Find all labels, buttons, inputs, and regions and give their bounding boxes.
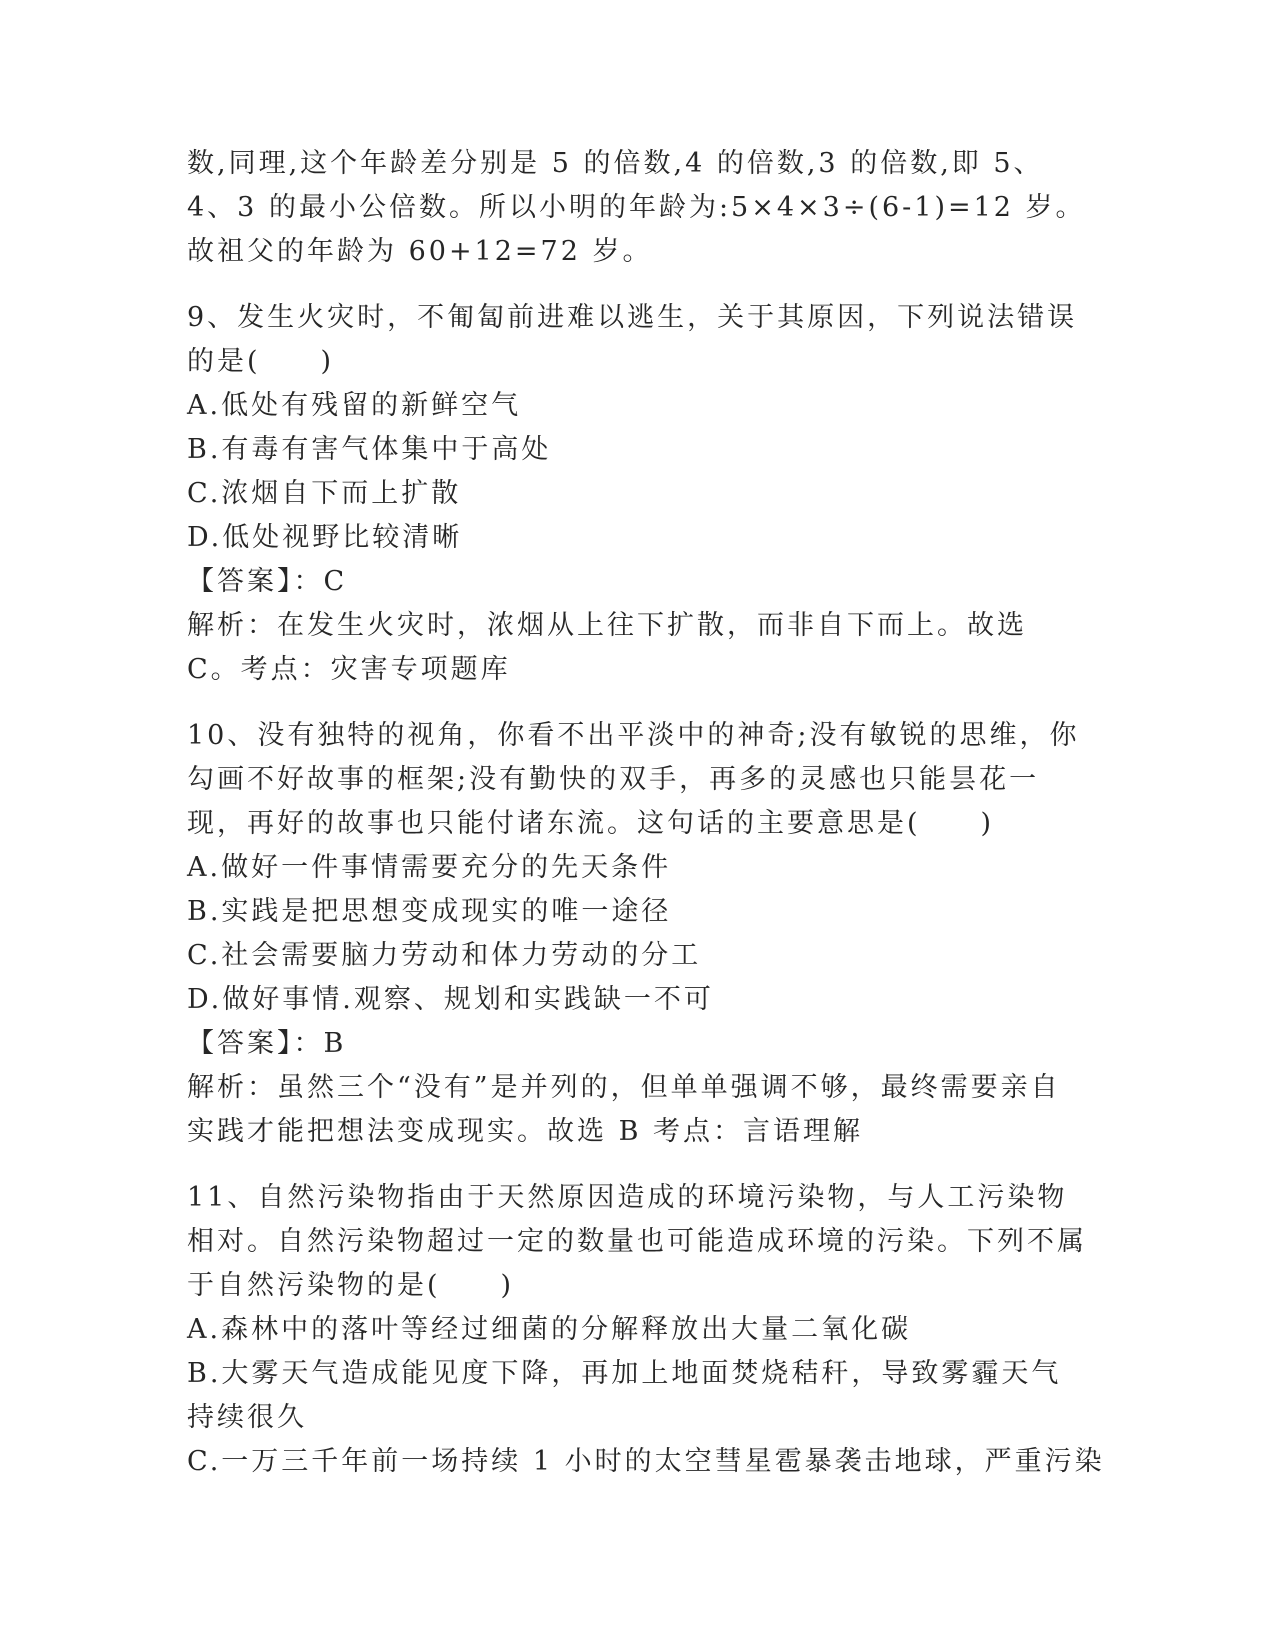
question-9-option-b: B.有毒有害气体集中于高处 [187,434,552,465]
document-content [187,142,1105,1484]
question-10-option-b: B.实践是把思想变成现实的唯一途径 [187,896,672,927]
question-9-option-d: D.低处视野比较清晰 [187,522,463,553]
question-10-answer: 【答案】：B [187,1028,347,1059]
question-11-stem: 11、自然污染物指由于天然原因造成的环境污染物，与人工污染物相对。自然污染物超过一定的数量也可能造成环境的污染。下列不属于自然污染物的是( ) [187,1182,1087,1301]
question-10-option-a: A.做好一件事情需要充分的先天条件 [187,852,672,883]
question-9-answer: 【答案】：C [187,566,348,597]
question-10-analysis: 解析：虽然三个“没有”是并列的，但单单强调不够，最终需要亲自实践才能把想法变成现实。故选 B 考点：言语理解 [187,1072,1061,1147]
question-10-option-c: C.社会需要脑力劳动和体力劳动的分工 [187,940,702,971]
question-9 [187,296,1087,692]
question-10-option-d: D.做好事情.观察、规划和实践缺一不可 [187,984,714,1015]
spacer [187,274,1087,296]
question-9-stem: 9、发生火灾时，不匍匐前进难以逃生，关于其原因，下列说法错误的是( ) [187,302,1078,377]
question-11-option-a: A.森林中的落叶等经过细菌的分解释放出大量二氧化碳 [187,1314,912,1345]
question-9-option-c: C.浓烟自下而上扩散 [187,478,462,509]
question-9-analysis: 解析：在发生火灾时，浓烟从上往下扩散，而非自下而上。故选 C。考点：灾害专项题库 [187,610,1027,685]
spacer [187,1154,1087,1176]
question-11 [187,1176,1105,1484]
question-10 [187,714,1087,1154]
question-11-option-c: C.一万三千年前一场持续 1 小时的太空彗星雹暴袭击地球，严重污染 [187,1446,1105,1477]
question-11-option-b: B.大雾天气造成能见度下降，再加上地面焚烧秸秆，导致雾霾天气持续很久 [187,1358,1062,1433]
question-10-stem: 10、没有独特的视角，你看不出平淡中的神奇;没有敏锐的思维，你勾画不好故事的框架;没有勤快的双手，再多的灵感也只能昙花一现，再好的故事也只能付诸东流。这句话的主要意思是( ) [187,720,1080,839]
spacer [187,692,1087,714]
question-9-option-a: A.低处有残留的新鲜空气 [187,390,522,421]
intro-paragraph: 数,同理,这个年龄差分别是 5 的倍数,4 的倍数,3 的倍数,即 5、4、3 的最小公倍数。所以小明的年龄为:5×4×3÷(6-1)=12 岁。故祖父的年龄为 60+12=72 岁。 [187,148,1086,267]
